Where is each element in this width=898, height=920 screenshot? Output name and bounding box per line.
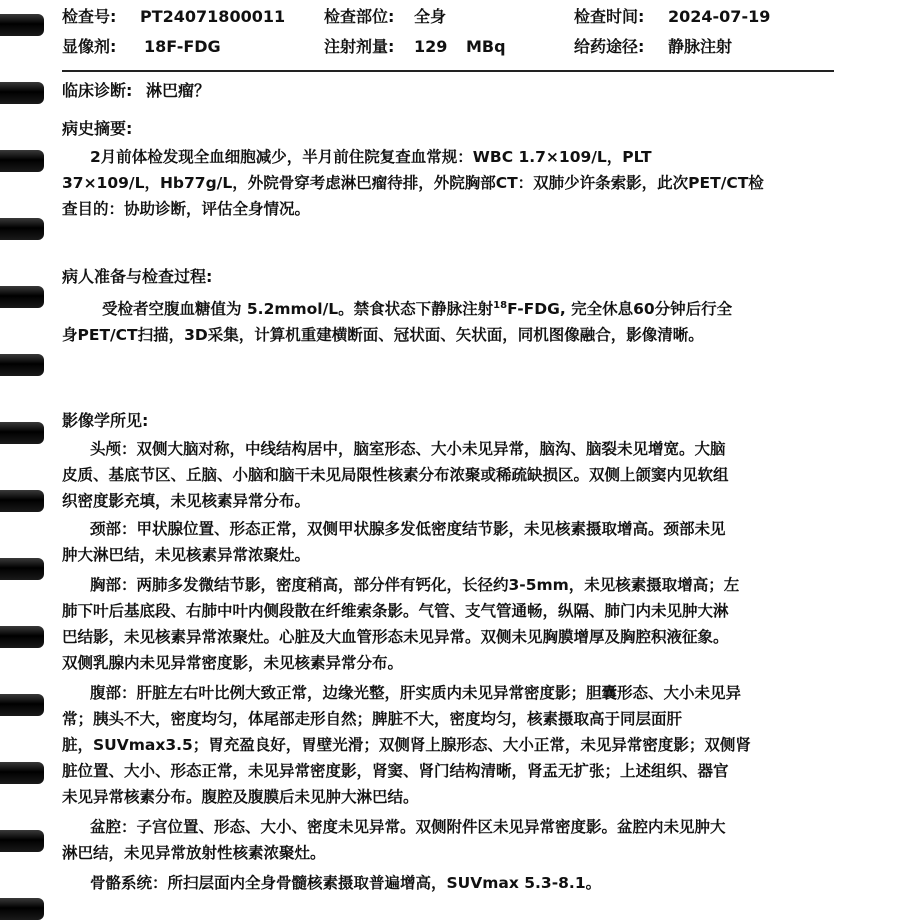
history-line: 2月前体检发现全血细胞减少，半月前住院复查血常规：WBC 1.7×109/L，PLT: [90, 148, 652, 166]
prep-text-a: 受检者空腹血糖值为 5.2mmol/L。禁食状态下静脉注射: [102, 300, 494, 318]
dose-value: 129: [414, 37, 448, 56]
binding-ring: [0, 830, 44, 852]
agent-label: 显像剂:: [62, 37, 117, 56]
binding-ring: [0, 558, 44, 580]
binding-ring: [0, 82, 44, 104]
findings-line: 皮质、基底节区、丘脑、小脑和脑干未见局限性核素分布浓聚或稀疏缺损区。双侧上颌窦内见软组: [62, 466, 729, 484]
exam-time-label: 检查时间:: [574, 7, 645, 26]
exam-part-value: 全身: [414, 7, 447, 26]
findings-line: 肺下叶后基底段、右肺中叶内侧段散在纤维索条影。气管、支气管通畅，纵隔、肺门内未见肿大淋: [62, 602, 729, 620]
diagnosis-row: [62, 78, 210, 104]
dose-label: 注射剂量:: [324, 37, 395, 56]
binding-ring: [0, 422, 44, 444]
binding-ring: [0, 354, 44, 376]
route-value: 静脉注射: [668, 37, 733, 56]
findings-line: 双侧乳腺内未见异常密度影，未见核素异常分布。: [62, 654, 404, 672]
binding-ring: [0, 694, 44, 716]
exam-no-label: 检查号:: [62, 7, 117, 26]
exam-time-value: 2024-07-19: [668, 7, 771, 26]
binding-ring: [0, 762, 44, 784]
binding-ring: [0, 286, 44, 308]
findings-line: 淋巴结，未见异常放射性核素浓聚灶。: [62, 844, 326, 862]
header-row-1: [62, 4, 842, 32]
dose-unit: MBq: [466, 37, 506, 56]
binding-ring: [0, 14, 44, 36]
diagnosis-label: 临床诊断:: [62, 81, 133, 100]
findings-line: 织密度影充填，未见核素异常分布。: [62, 492, 311, 510]
prep-title: 病人准备与检查过程:: [62, 267, 213, 286]
agent-value: 18F-FDG: [144, 37, 221, 56]
prep-isotope-sup: 18: [493, 299, 508, 311]
binding-ring: [0, 898, 44, 920]
prep-text-b: F-FDG, 完全休息60分钟后行全: [507, 300, 733, 318]
findings-line: 肿大淋巴结，未见核素异常浓聚灶。: [62, 546, 311, 564]
exam-part-label: 检查部位:: [324, 7, 395, 26]
history-line: 查目的：协助诊断，评估全身情况。: [62, 200, 311, 218]
binding-ring: [0, 626, 44, 648]
prep-line: [102, 296, 732, 322]
history-title: 病史摘要:: [62, 119, 133, 138]
findings-line: 盆腔：子宫位置、形态、大小、密度未见异常。双侧附件区未见异常密度影。盆腔内未见肿大: [90, 818, 726, 836]
binding-ring: [0, 150, 44, 172]
findings-line: 骨骼系统：所扫层面内全身骨髓核素摄取普遍增高，SUVmax 5.3-8.1。: [90, 874, 602, 892]
history-line: 37×109/L，Hb77g/L，外院骨穿考虑淋巴瘤待排，外院胸部CT：双肺少许条索影，此次PET/CT检: [62, 174, 764, 192]
findings-line: 颈部：甲状腺位置、形态正常，双侧甲状腺多发低密度结节影，未见核素摄取增高。颈部未见: [90, 520, 726, 538]
route-label: 给药途径:: [574, 37, 645, 56]
header-row-2: [62, 34, 842, 62]
diagnosis-value: 淋巴瘤？: [145, 81, 210, 100]
exam-no-value: PT24071800011: [140, 7, 286, 26]
findings-line: 巴结影，未见核素异常浓聚灶。心脏及大血管形态未见异常。双侧未见胸膜增厚及胸腔积液征象。: [62, 628, 729, 646]
binding-ring: [0, 490, 44, 512]
findings-title: 影像学所见:: [62, 411, 149, 430]
header-divider: [62, 70, 834, 72]
findings-line: 脏位置、大小、形态正常，未见异常密度影，肾窦、肾门结构清晰，肾盂无扩张；上述组织、器官: [62, 762, 729, 780]
findings-line: 脏，SUVmax3.5；胃充盈良好，胃壁光滑；双侧肾上腺形态、大小正常，未见异常密度影；双侧肾: [62, 736, 751, 754]
findings-line: 头颅：双侧大脑对称，中线结构居中，脑室形态、大小未见异常，脑沟、脑裂未见增宽。大脑: [90, 440, 726, 458]
findings-line: 未见异常核素分布。腹腔及腹膜后未见肿大淋巴结。: [62, 788, 419, 806]
spiral-binding: [0, 0, 48, 920]
prep-line: 身PET/CT扫描，3D采集，计算机重建横断面、冠状面、矢状面，同机图像融合，影像清晰。: [62, 326, 704, 344]
findings-line: 腹部：肝脏左右叶比例大致正常，边缘光整，肝实质内未见异常密度影；胆囊形态、大小未见异: [90, 684, 742, 702]
findings-line: 常；胰头不大，密度均匀，体尾部走形自然；脾脏不大，密度均匀，核素摄取高于同层面肝: [62, 710, 683, 728]
binding-ring: [0, 218, 44, 240]
findings-line: 胸部：两肺多发微结节影，密度稍高，部分伴有钙化，长径约3-5mm，未见核素摄取增高；左: [90, 576, 740, 594]
